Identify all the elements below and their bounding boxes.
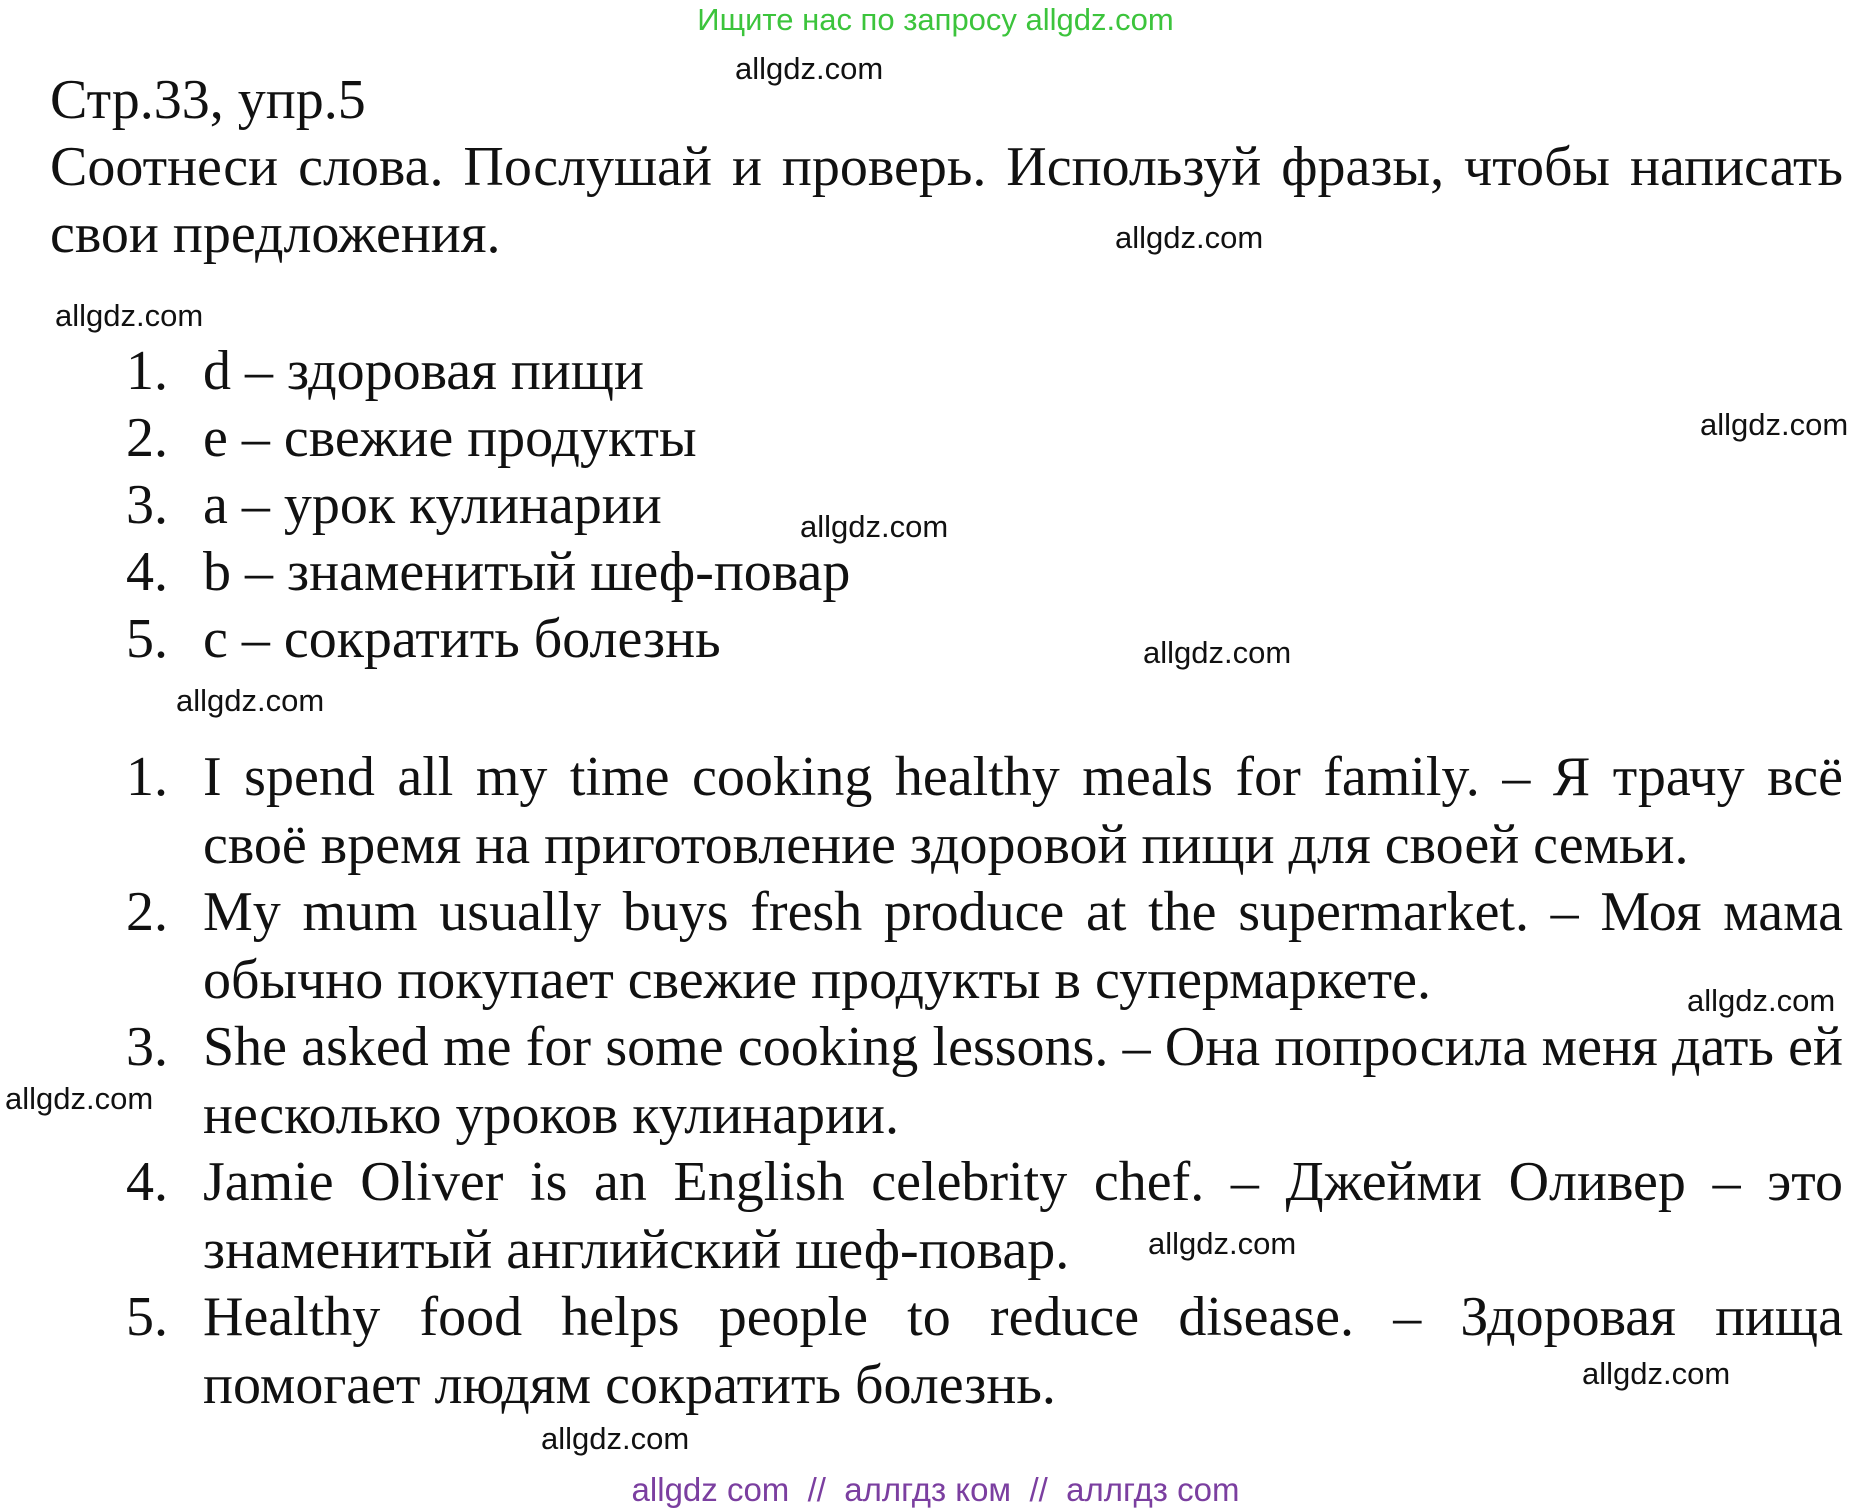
item-number: 1. [126, 746, 168, 808]
watermark: allgdz.com [735, 51, 884, 86]
list-item [0, 472, 1871, 539]
watermark: allgdz.com [5, 1081, 154, 1116]
watermark: allgdz.com [541, 1421, 690, 1456]
item-text: She asked me for some cooking lessons. – Она попросила меня дать ей несколько уроков кулинарии. [203, 1016, 1843, 1146]
watermark: allgdz.com [1700, 407, 1849, 442]
list-item [0, 539, 1871, 606]
page-title: Стр.33, упр.5 [50, 69, 366, 131]
item-text: I spend all my time cooking healthy meals for family. – Я трачу всё своё время на приготовление здоровой пищи для своей семьи. [203, 746, 1843, 876]
item-number: 3. [126, 474, 168, 536]
item-text: My mum usually buys fresh produce at the supermarket. – Моя мама обычно покупает свежие продукты в супермаркете. [203, 881, 1843, 1011]
item-text: Healthy food helps people to reduce disease. – Здоровая пища помогает людям сократить болезнь. [203, 1286, 1843, 1416]
word-match-list [0, 338, 1871, 673]
item-text: c – сократить болезнь [203, 608, 721, 670]
watermark: allgdz.com [1687, 983, 1836, 1018]
watermark: allgdz.com [1148, 1226, 1297, 1261]
exercise-instructions: Соотнеси слова. Послушай и проверь. Используй фразы, чтобы написать свои предложения. [50, 136, 1843, 265]
promo-banner[interactable]: Ищите нас по запросу allgdz.com [697, 2, 1174, 37]
watermark: allgdz.com [800, 509, 949, 544]
watermark: allgdz.com [1582, 1356, 1731, 1391]
item-text: a – урок кулинарии [203, 474, 662, 536]
list-item [0, 1149, 1871, 1284]
watermark: allgdz.com [1143, 635, 1292, 670]
list-item [0, 405, 1871, 472]
item-number: 5. [126, 1286, 168, 1348]
list-item [0, 1284, 1871, 1419]
item-number: 2. [126, 407, 168, 469]
watermark: allgdz.com [55, 298, 204, 333]
item-text: e – свежие продукты [203, 407, 697, 469]
item-number: 4. [126, 1151, 168, 1213]
list-item [0, 606, 1871, 673]
item-number: 2. [126, 881, 168, 943]
watermark: allgdz.com [176, 683, 325, 718]
item-number: 1. [126, 340, 168, 402]
item-number: 5. [126, 608, 168, 670]
item-text: d – здоровая пищи [203, 340, 644, 402]
item-number: 4. [126, 541, 168, 603]
watermark: allgdz.com [1115, 220, 1264, 255]
list-item [0, 1014, 1871, 1149]
sentence-list [0, 744, 1871, 1419]
list-item [0, 744, 1871, 879]
item-text: Jamie Oliver is an English celebrity chef. – Джейми Оливер – это знаменитый английский шеф-повар. [203, 1151, 1843, 1281]
item-number: 3. [126, 1016, 168, 1078]
footer-links[interactable]: allgdz com // аллгдз ком // аллгдз com [631, 1471, 1240, 1508]
list-item [0, 338, 1871, 405]
list-item [0, 879, 1871, 1014]
item-text: b – знаменитый шеф-повар [203, 541, 851, 603]
